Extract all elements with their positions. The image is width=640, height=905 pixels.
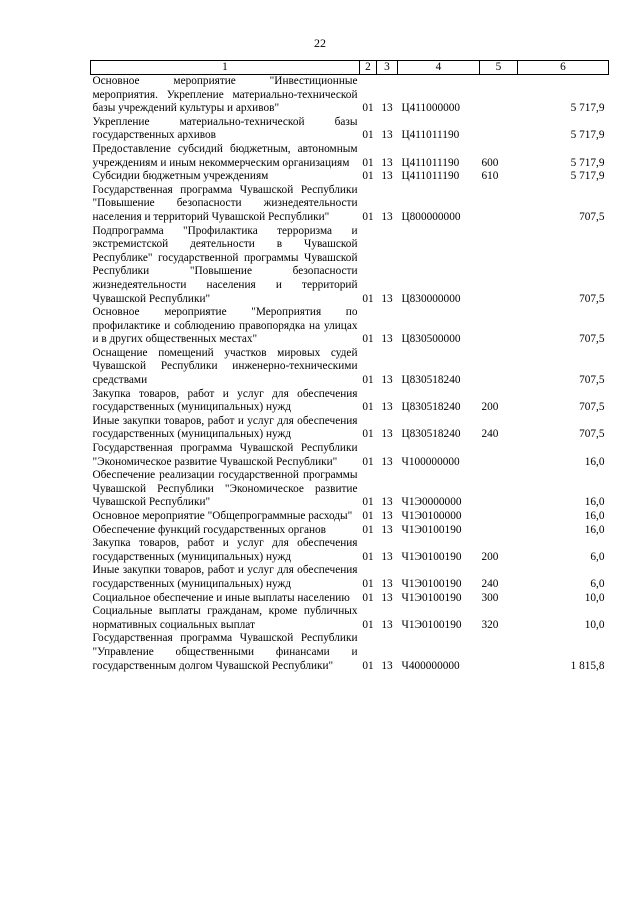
row-subsection: 13 [381, 455, 393, 468]
table-row [91, 75, 609, 116]
row-section: 01 [362, 659, 374, 672]
row-subsection: 13 [381, 292, 393, 305]
row-section: 01 [362, 496, 374, 509]
row-amount: 16,0 [584, 523, 605, 536]
row-section: 01 [362, 374, 374, 387]
row-expense-type [480, 632, 518, 673]
header-col-3: 3 [377, 61, 398, 75]
row-subsection: 13 [381, 102, 393, 115]
row-target-code: Ч1Э0100190 [401, 618, 462, 631]
row-target-code: Ц411011190 [401, 129, 460, 142]
row-amount: 6,0 [590, 577, 605, 590]
row-name: Предоставление субсидий бюджетным, автономным учреждениям и иным некоммерческим организациям [92, 142, 358, 169]
row-section: 01 [362, 292, 374, 305]
row-name: Иные закупки товаров, работ и услуг для обеспечения государственных (муниципальных) нужд [92, 414, 358, 441]
row-amount: 5 717,9 [570, 156, 605, 169]
row-name: Основное мероприятие "Мероприятия по профилактике и соблюдению правопорядка на улицах и в других общественных местах" [92, 306, 358, 346]
row-name: Государственная программа Чувашской Республики "Экономическое развитие Чувашской Республики" [92, 442, 358, 468]
header-col-6: 6 [518, 61, 609, 75]
table-row [91, 442, 609, 469]
row-expense-type: 240 [481, 577, 499, 590]
row-target-code: Ч1Э0100190 [401, 577, 462, 590]
table-body [91, 75, 609, 674]
row-expense-type: 240 [481, 428, 499, 441]
table-row [91, 632, 609, 673]
header-row [91, 61, 609, 75]
row-expense-type [480, 184, 518, 225]
row-subsection: 13 [381, 659, 393, 672]
row-amount: 5 717,9 [570, 170, 605, 183]
budget-table [90, 60, 609, 673]
row-target-code: Ч400000000 [401, 659, 460, 672]
row-subsection: 13 [381, 523, 393, 536]
row-target-code: Ц830518240 [401, 401, 461, 414]
row-target-code: Ч1Э0100190 [401, 523, 462, 536]
row-amount: 10,0 [584, 591, 605, 604]
row-target-code: Ц830000000 [401, 292, 461, 305]
row-name: Оснащение помещений участков мировых судей Чувашской Республики инженерно-техническими средствами [92, 346, 358, 387]
row-subsection: 13 [381, 156, 393, 169]
row-target-code: Ц830500000 [401, 333, 461, 346]
header-col-4: 4 [398, 61, 480, 75]
row-subsection: 13 [381, 496, 393, 509]
row-subsection: 13 [381, 618, 393, 631]
row-section: 01 [362, 577, 374, 590]
table-row [91, 510, 609, 524]
table-header [91, 61, 609, 75]
row-section: 01 [362, 333, 374, 346]
row-amount: 16,0 [584, 496, 605, 509]
row-expense-type [480, 116, 518, 143]
table-row [91, 306, 609, 347]
row-name: Основное мероприятие "Общепрограммные расходы" [92, 510, 353, 522]
row-section: 01 [362, 401, 374, 414]
table-row [91, 564, 609, 591]
row-name: Государственная программа Чувашской Республики "Управление общественными финансами и государственным долгом Чувашской Республики" [92, 632, 358, 672]
row-name: Закупка товаров, работ и услуг для обеспечения государственных (муниципальных) нужд [92, 537, 358, 563]
row-target-code: Ч1Э0100190 [401, 550, 462, 563]
row-expense-type [480, 524, 518, 538]
page-number: 22 [314, 36, 326, 50]
row-subsection: 13 [381, 577, 393, 590]
row-name: Социальное обеспечение и иные выплаты населению [92, 591, 350, 604]
row-subsection: 13 [381, 510, 393, 522]
row-expense-type [480, 510, 518, 524]
table-row [91, 347, 609, 388]
row-target-code: Ц800000000 [401, 210, 461, 223]
row-name: Социальные выплаты гражданам, кроме публичных нормативных социальных выплат [92, 605, 358, 631]
row-expense-type: 600 [481, 156, 499, 169]
row-subsection: 13 [381, 428, 393, 441]
row-section: 01 [362, 102, 374, 115]
row-name: Иные закупки товаров, работ и услуг для обеспечения государственных (муниципальных) нужд [92, 564, 358, 590]
row-subsection: 13 [381, 210, 393, 223]
table-row [91, 116, 609, 143]
row-subsection: 13 [381, 129, 393, 142]
table-row [91, 170, 609, 184]
table-row [91, 143, 609, 170]
row-expense-type: 610 [481, 170, 499, 183]
row-name: Основное мероприятие "Инвестиционные мероприятия. Укрепление материально-технической базы учреждений культуры и архивов" [92, 75, 358, 115]
table-row [91, 469, 609, 510]
row-section: 01 [362, 523, 374, 536]
table-row [91, 225, 609, 307]
row-expense-type: 200 [481, 401, 499, 414]
row-section: 01 [362, 591, 374, 604]
row-amount: 707,5 [579, 374, 605, 387]
row-section: 01 [362, 129, 374, 142]
row-section: 01 [362, 156, 374, 169]
row-target-code: Ц411000000 [401, 102, 461, 115]
row-amount: 1 815,8 [570, 659, 605, 672]
row-expense-type: 200 [481, 550, 499, 563]
header-col-2: 2 [360, 61, 377, 75]
table-row [91, 605, 609, 632]
row-amount: 16,0 [584, 455, 605, 468]
row-expense-type: 320 [481, 618, 499, 631]
row-name: Государственная программа Чувашской Республики "Повышение безопасности жизнедеятельности населения и территорий Чувашской Республики" [92, 183, 358, 223]
row-subsection: 13 [381, 550, 393, 563]
row-name: Субсидии бюджетным учреждениям [92, 170, 269, 183]
row-expense-type [480, 469, 518, 510]
row-amount: 707,5 [579, 333, 605, 346]
row-target-code: Ц830518240 [401, 374, 461, 387]
table-row [91, 415, 609, 442]
row-target-code: Ч1Э0100190 [401, 591, 462, 604]
row-name: Обеспечение реализации государственной программы Чувашской Республики "Экономическое развитие Чувашской Республики" [92, 469, 358, 509]
row-section: 01 [362, 510, 374, 522]
row-amount: 6,0 [590, 550, 605, 563]
row-amount: 5 717,9 [570, 102, 605, 115]
table-row [91, 537, 609, 564]
table-row [91, 388, 609, 415]
table-row [91, 184, 609, 225]
row-target-code: Ч1Э0000000 [401, 496, 462, 509]
table-row [91, 524, 609, 538]
row-expense-type [480, 442, 518, 469]
row-expense-type [480, 306, 518, 347]
row-expense-type [480, 225, 518, 307]
row-name: Закупка товаров, работ и услуг для обеспечения государственных (муниципальных) нужд [92, 387, 358, 414]
row-amount: 707,5 [579, 428, 605, 441]
row-expense-type [480, 347, 518, 388]
header-col-1: 1 [91, 61, 360, 75]
row-section: 01 [362, 618, 374, 631]
row-subsection: 13 [381, 401, 393, 414]
row-section: 01 [362, 170, 374, 183]
row-subsection: 13 [381, 170, 393, 183]
row-name: Подпрограмма "Профилактика терроризма и экстремистской деятельности в Чувашской Республике" государственной программы Чувашской Республики "Повышение безопасности жизнедеятельности населения и территорий Чувашской Республики" [92, 224, 358, 305]
row-subsection: 13 [381, 591, 393, 604]
row-target-code: Ч1Э0100000 [401, 510, 462, 522]
row-name: Укрепление материально-технической базы государственных архивов [92, 115, 358, 142]
row-target-code: Ц830518240 [401, 428, 461, 441]
header-col-5: 5 [480, 61, 518, 75]
row-target-code: Ч100000000 [401, 455, 460, 468]
row-amount: 16,0 [584, 510, 605, 522]
row-subsection: 13 [381, 374, 393, 387]
row-amount: 5 717,9 [570, 129, 605, 142]
row-subsection: 13 [381, 333, 393, 346]
row-expense-type [480, 75, 518, 116]
row-expense-type: 300 [481, 591, 499, 604]
row-section: 01 [362, 455, 374, 468]
row-target-code: Ц411011190 [401, 156, 460, 169]
row-amount: 707,5 [579, 292, 605, 305]
row-amount: 707,5 [579, 210, 605, 223]
row-section: 01 [362, 550, 374, 563]
row-amount: 707,5 [579, 401, 605, 414]
row-target-code: Ц411011190 [401, 170, 460, 183]
row-section: 01 [362, 210, 374, 223]
table-row [91, 592, 609, 606]
row-name: Обеспечение функций государственных органов [92, 523, 327, 536]
row-section: 01 [362, 428, 374, 441]
row-amount: 10,0 [584, 618, 605, 631]
